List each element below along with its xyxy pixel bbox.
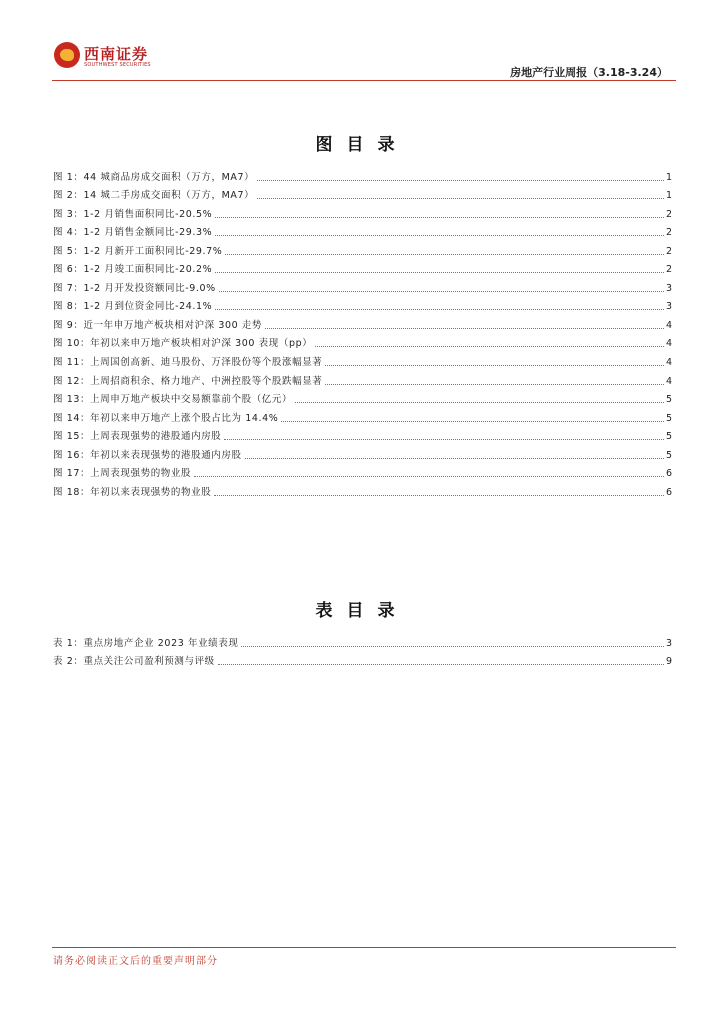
figures-toc-title: 图目录 <box>315 135 409 155</box>
toc-entry-page: 3 <box>666 637 673 649</box>
toc-entry[interactable] <box>53 165 672 184</box>
toc-entry-page: 6 <box>666 468 673 480</box>
logo-english-name: SOUTHWEST SECURITIES <box>84 62 151 68</box>
toc-leader-dots <box>218 664 664 665</box>
toc-entry-page: 4 <box>666 338 673 350</box>
toc-entry[interactable] <box>53 406 672 425</box>
toc-entry[interactable] <box>53 239 672 258</box>
toc-entry-page: 5 <box>666 412 673 424</box>
toc-entry-page: 2 <box>666 264 673 276</box>
toc-entry[interactable] <box>53 480 672 499</box>
toc-entry-page: 2 <box>666 245 673 257</box>
toc-leader-dots <box>241 646 664 647</box>
toc-entry-page: 5 <box>666 431 673 443</box>
toc-entry-page: 1 <box>666 171 673 183</box>
toc-entry[interactable] <box>53 276 672 295</box>
header-divider <box>52 80 676 81</box>
toc-entry-label: 图 17：上周表现强势的物业股 <box>53 468 192 480</box>
toc-leader-dots <box>245 458 664 459</box>
toc-entry[interactable] <box>53 462 672 481</box>
toc-entry-page: 5 <box>666 449 673 461</box>
toc-entry[interactable] <box>53 221 672 240</box>
figures-toc-list <box>53 165 672 499</box>
toc-entry[interactable] <box>53 202 672 221</box>
toc-entry-page: 4 <box>666 375 673 387</box>
toc-leader-dots <box>257 180 664 181</box>
footer-disclaimer: 请务必阅读正文后的重要声明部分 <box>53 956 218 967</box>
toc-entry-label: 图 7：1-2 月开发投资额同比-9.0% <box>53 282 216 294</box>
toc-entry[interactable] <box>53 332 672 351</box>
toc-leader-dots <box>265 328 664 329</box>
toc-leader-dots <box>325 384 664 385</box>
toc-entry-label: 表 2：重点关注公司盈利预测与评级 <box>53 656 215 668</box>
footer-divider <box>52 947 676 948</box>
toc-entry-page: 3 <box>666 301 673 313</box>
toc-entry-label: 图 13：上周申万地产板块中交易额靠前个股（亿元） <box>53 394 293 406</box>
toc-entry[interactable] <box>53 184 672 203</box>
company-logo <box>52 40 152 76</box>
toc-entry-page: 4 <box>666 357 673 369</box>
toc-leader-dots <box>215 235 664 236</box>
toc-entry-label: 图 4：1-2 月销售金额同比-29.3% <box>53 227 213 239</box>
toc-entry-page: 1 <box>666 190 673 202</box>
toc-entry-label: 图 3：1-2 月销售面积同比-20.5% <box>53 208 213 220</box>
tables-toc-title: 表目录 <box>315 601 409 621</box>
toc-entry[interactable] <box>53 388 672 407</box>
toc-leader-dots <box>215 309 664 310</box>
toc-entry[interactable] <box>53 313 672 332</box>
toc-leader-dots <box>215 272 664 273</box>
toc-entry-page: 3 <box>666 282 673 294</box>
toc-entry-label: 图 6：1-2 月竣工面积同比-20.2% <box>53 264 213 276</box>
toc-leader-dots <box>295 402 664 403</box>
toc-entry-label: 表 1：重点房地产企业 2023 年业绩表现 <box>53 637 239 649</box>
toc-entry-page: 5 <box>666 394 673 406</box>
toc-entry-page: 2 <box>666 208 673 220</box>
page-header <box>52 40 676 82</box>
toc-entry[interactable] <box>53 258 672 277</box>
toc-leader-dots <box>325 365 664 366</box>
toc-leader-dots <box>225 254 664 255</box>
toc-entry[interactable] <box>53 443 672 462</box>
toc-leader-dots <box>214 495 664 496</box>
toc-entry[interactable] <box>53 369 672 388</box>
toc-leader-dots <box>215 217 664 218</box>
toc-entry-label: 图 15：上周表现强势的港股通内房股 <box>53 431 222 443</box>
toc-leader-dots <box>281 421 664 422</box>
toc-entry-label: 图 16：年初以来表现强势的港股通内房股 <box>53 449 242 461</box>
report-title: 房地产行业周报（3.18-3.24） <box>510 66 668 79</box>
tables-toc-list <box>53 631 672 668</box>
logo-swirl-icon <box>60 49 74 61</box>
toc-leader-dots <box>224 439 664 440</box>
toc-entry-label: 图 10：年初以来申万地产板块相对沪深 300 表现（pp） <box>53 338 313 350</box>
toc-leader-dots <box>257 198 664 199</box>
toc-entry-page: 2 <box>666 227 673 239</box>
toc-leader-dots <box>194 476 664 477</box>
toc-entry-label: 图 2：14 城二手房成交面积（万方，MA7） <box>53 190 255 202</box>
toc-entry[interactable] <box>53 650 672 669</box>
toc-entry[interactable] <box>53 295 672 314</box>
toc-leader-dots <box>315 346 664 347</box>
toc-entry-label: 图 1：44 城商品房成交面积（万方，MA7） <box>53 171 255 183</box>
toc-entry-label: 图 11：上周国创高新、迪马股份、万泽股份等个股涨幅显著 <box>53 357 323 369</box>
toc-entry-label: 图 8：1-2 月到位资金同比-24.1% <box>53 301 213 313</box>
logo-chinese-name: 西南证券 <box>84 45 149 63</box>
toc-entry-page: 4 <box>666 319 673 331</box>
toc-leader-dots <box>219 291 664 292</box>
toc-entry[interactable] <box>53 631 672 650</box>
toc-entry-label: 图 5：1-2 月新开工面积同比-29.7% <box>53 245 223 257</box>
toc-entry-label: 图 12：上周招商积余、格力地产、中洲控股等个股跌幅显著 <box>53 375 323 387</box>
toc-entry-label: 图 18：年初以来表现强势的物业股 <box>53 486 212 498</box>
toc-entry-label: 图 14：年初以来申万地产上涨个股占比为 14.4% <box>53 412 279 424</box>
toc-entry[interactable] <box>53 425 672 444</box>
toc-entry[interactable] <box>53 350 672 369</box>
toc-entry-page: 6 <box>666 486 673 498</box>
toc-entry-label: 图 9：近一年申万地产板块相对沪深 300 走势 <box>53 319 263 331</box>
toc-entry-page: 9 <box>666 656 673 668</box>
